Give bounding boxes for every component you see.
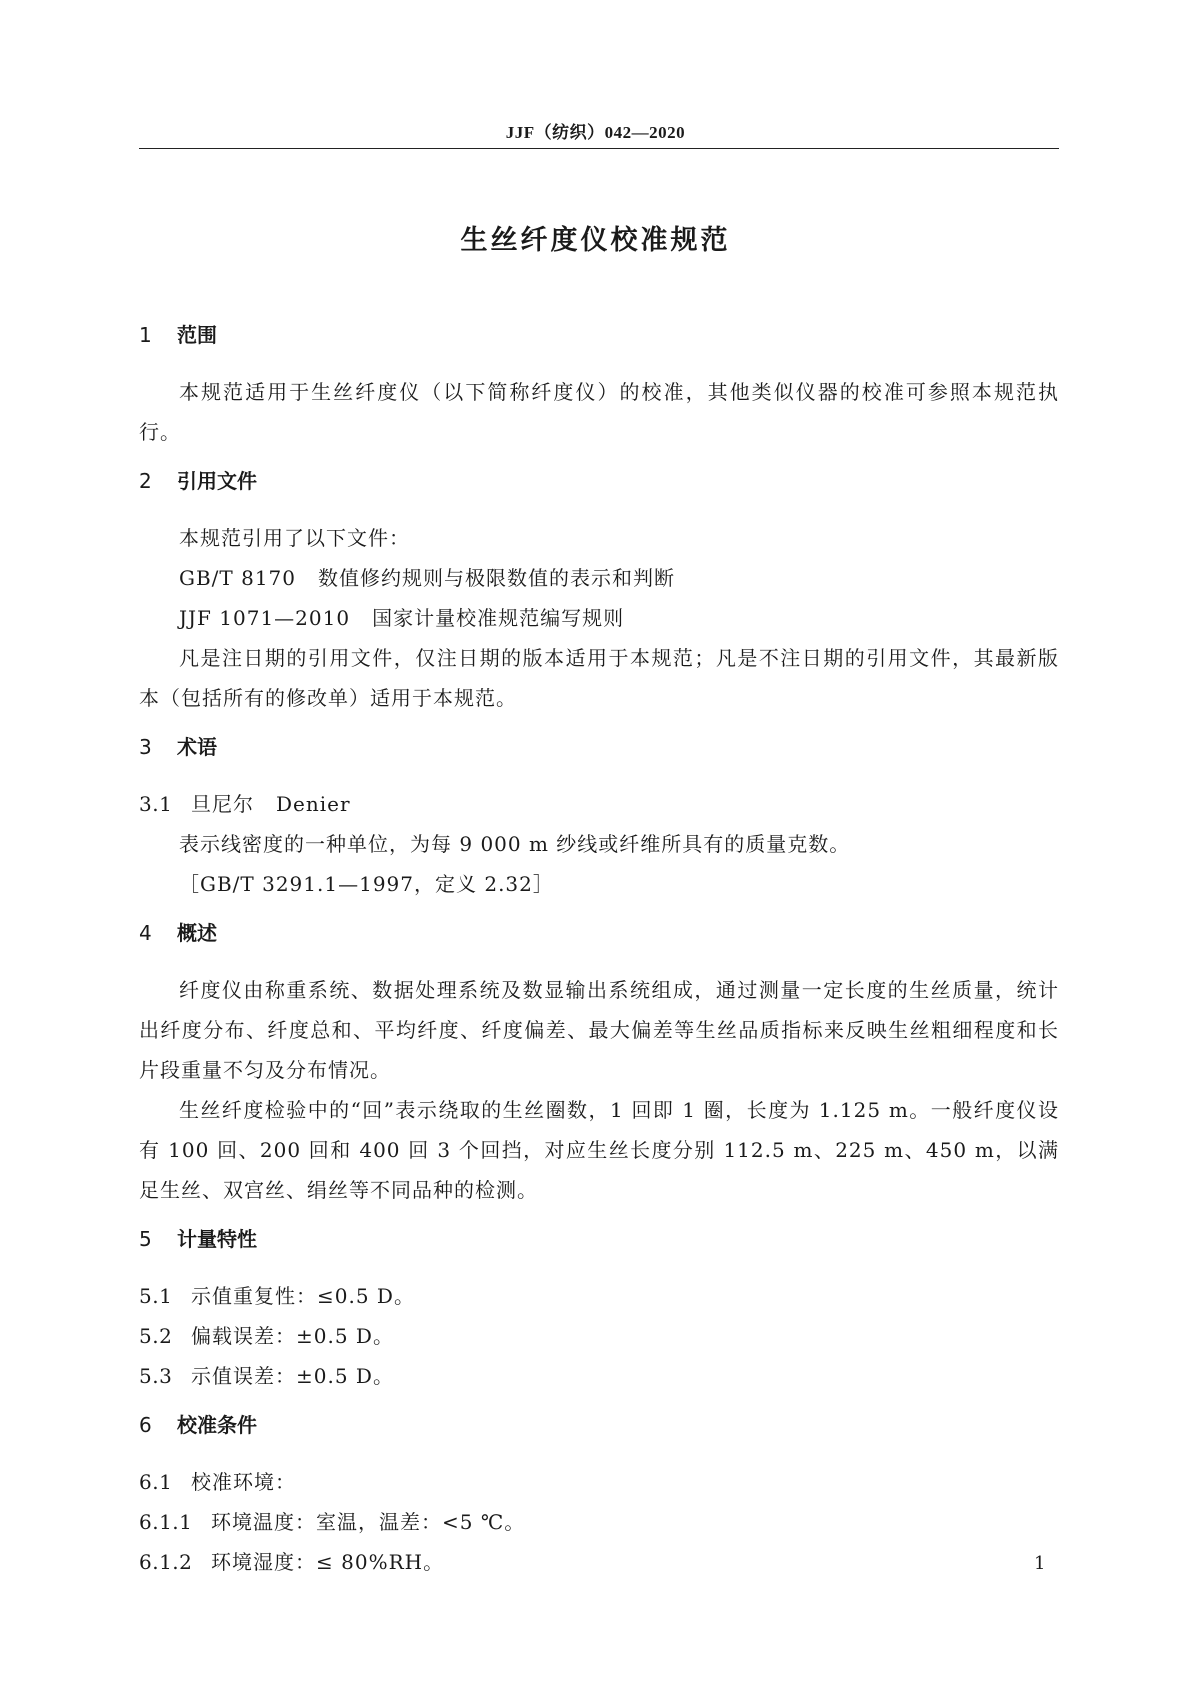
term-source: ［GB/T 3291.1—1997，定义 2.32］ xyxy=(179,872,554,896)
section-1-paragraph: 本规范适用于生丝纤度仪（以下简称纤度仪）的校准，其他类似仪器的校准可参照本规范执行。 xyxy=(139,380,1059,444)
section-number: 4 xyxy=(139,921,152,945)
condition-text: 环境温度：室温，温差：<5 ℃。 xyxy=(211,1510,526,1534)
page-number: 1 xyxy=(1034,1553,1046,1574)
term-chinese: 旦尼尔 xyxy=(191,792,254,816)
spec-number: 5.2 xyxy=(139,1324,173,1348)
term-english: Denier xyxy=(276,792,351,816)
section-number: 5 xyxy=(139,1227,152,1251)
reference-item xyxy=(139,598,1059,638)
section-6-heading xyxy=(139,1410,1059,1440)
section-title: 概述 xyxy=(177,921,217,945)
document-title: 生丝纤度仪校准规范 xyxy=(460,225,731,256)
condition-number: 6.1.1 xyxy=(139,1510,193,1534)
section-title: 引用文件 xyxy=(177,469,257,493)
section-number: 2 xyxy=(139,469,152,493)
section-4-heading xyxy=(139,918,1059,948)
overview-paragraph-1: 纤度仪由称重系统、数据处理系统及数显输出系统组成，通过测量一定长度的生丝质量，统计出纤度分布、纤度总和、平均纤度、纤度偏差、最大偏差等生丝品质指标来反映生丝粗细程度和长片段重量不匀及分布情况。 xyxy=(139,978,1059,1082)
condition-item xyxy=(139,1502,1059,1542)
condition-item xyxy=(139,1542,1059,1582)
section-5-heading xyxy=(139,1224,1059,1254)
condition-number: 6.1 xyxy=(139,1470,173,1494)
spec-text: 示值重复性：≤0.5 D。 xyxy=(191,1284,415,1308)
standard-code: JJF（纺织）042—2020 xyxy=(505,123,686,142)
document-body xyxy=(139,320,1059,1582)
section-2-heading xyxy=(139,466,1059,496)
section-number: 1 xyxy=(139,323,152,347)
section-3-heading xyxy=(139,732,1059,762)
overview-paragraph-2: 生丝纤度检验中的“回”表示绕取的生丝圈数，1 回即 1 圈，长度为 1.125 m。一般纤度仪设有 100 回、200 回和 400 回 3 个回挡，对应生丝长度分别 112.5 m、225 m、450 m，以满足生丝、双宫丝、绢丝等不同品种的检测。 xyxy=(139,1098,1059,1202)
section-1-heading xyxy=(139,320,1059,350)
section-title: 术语 xyxy=(177,735,217,759)
term-number: 3.1 xyxy=(139,792,173,816)
condition-number: 6.1.2 xyxy=(139,1550,193,1574)
references-note: 凡是注日期的引用文件，仅注日期的版本适用于本规范；凡是不注日期的引用文件，其最新版本（包括所有的修改单）适用于本规范。 xyxy=(139,646,1059,710)
spec-item xyxy=(139,1316,1059,1356)
spec-item xyxy=(139,1356,1059,1396)
term-heading xyxy=(139,784,1059,824)
term-definition: 表示线密度的一种单位，为每 9 000 m 纱线或纤维所具有的质量克数。 xyxy=(179,832,851,856)
reference-item xyxy=(139,558,1059,598)
reference-code: GB/T 8170 xyxy=(179,566,297,590)
reference-code: JJF 1071—2010 xyxy=(179,606,351,630)
section-title: 校准条件 xyxy=(177,1413,257,1437)
condition-text: 环境湿度：≤ 80%RH。 xyxy=(211,1550,445,1574)
section-title: 计量特性 xyxy=(177,1227,257,1251)
spec-text: 示值误差：±0.5 D。 xyxy=(191,1364,394,1388)
references-intro: 本规范引用了以下文件： xyxy=(179,526,410,550)
section-number: 6 xyxy=(139,1413,152,1437)
spec-number: 5.3 xyxy=(139,1364,173,1388)
condition-item xyxy=(139,1462,1059,1502)
reference-name: 数值修约规则与极限数值的表示和判断 xyxy=(318,566,676,590)
section-title: 范围 xyxy=(177,323,217,347)
condition-text: 校准环境： xyxy=(191,1470,296,1494)
reference-name: 国家计量校准规范编写规则 xyxy=(372,606,625,630)
section-number: 3 xyxy=(139,735,152,759)
spec-text: 偏载误差：±0.5 D。 xyxy=(191,1324,394,1348)
spec-item xyxy=(139,1276,1059,1316)
spec-number: 5.1 xyxy=(139,1284,173,1308)
header-divider xyxy=(139,148,1059,149)
